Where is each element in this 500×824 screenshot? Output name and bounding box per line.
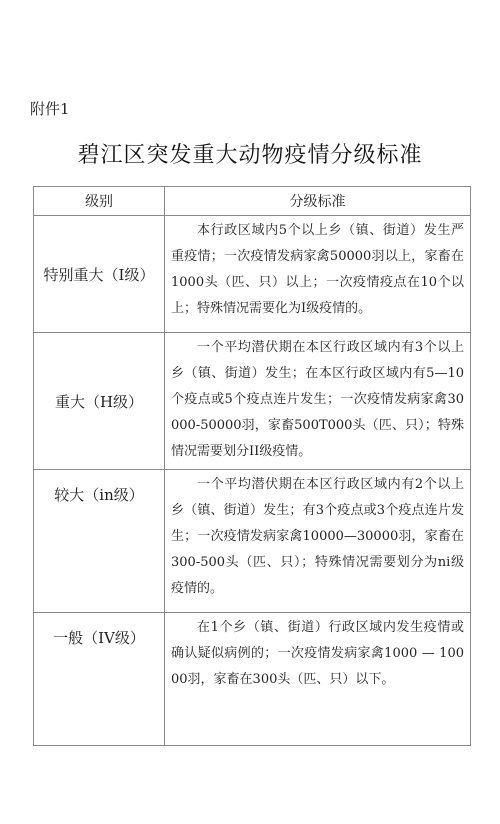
level-cell: 一般（IV级） (34, 613, 165, 746)
table-row (34, 470, 471, 613)
header-level: 级别 (34, 187, 165, 216)
attachment-label: 附件1 (30, 100, 70, 118)
table-row (34, 613, 471, 746)
level-cell: 重大（H级） (34, 333, 165, 470)
grading-table (33, 186, 471, 746)
table-row (34, 333, 471, 470)
table-row (34, 216, 471, 333)
document-title: 碧江区突发重大动物疫情分级标准 (77, 143, 423, 168)
criteria-cell: 本行政区域内5个以上乡（镇、街道）发生严重疫情；一次疫情发病家禽50000羽以上，家畜在1000头（匹、只）以上；一次疫情疫点在10个以上；特殊情况需要化为I级疫情的。 (165, 216, 471, 333)
criteria-cell: 一个平均潜伏期在本区行政区域内有3个以上乡（镇、街道）发生；在本区行政区域内有5—10个疫点或5个疫点连片发生；一次疫情发病家禽30000-50000羽，家畜500T000头（匹、只）；特殊情况需要划分II级疫情。 (165, 333, 471, 470)
table-header-row (34, 187, 471, 216)
criteria-cell: 在1个乡（镇、街道）行政区域内发生疫情或确认疑似病例的；一次疫情发病家禽1000 — 10000羽，家畜在300头（匹、只）以下。 (165, 613, 471, 746)
header-criteria: 分级标准 (165, 187, 471, 216)
level-cell: 较大（in级） (34, 470, 165, 613)
criteria-cell: 一个平均潜伏期在本区行政区域内有2个以上乡（镇、街道）发生；有3个疫点或3个疫点连片发生；一次疫情发病家禽10000—30000羽，家畜在300-500头（匹、只）；特殊情况需要划分为ni级疫情的。 (165, 470, 471, 613)
level-cell: 特别重大（I级） (34, 216, 165, 333)
